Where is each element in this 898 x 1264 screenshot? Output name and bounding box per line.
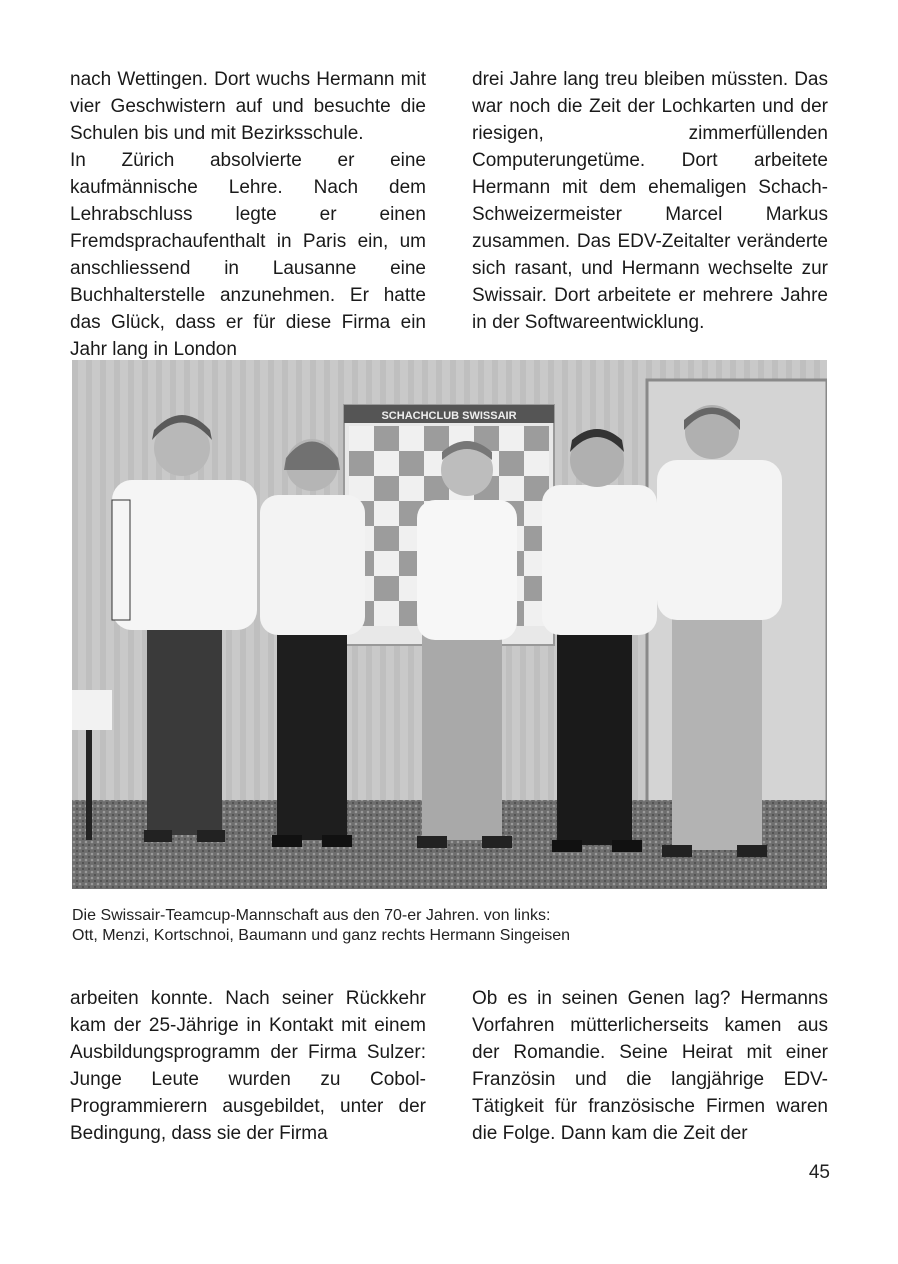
chessboard-square bbox=[374, 576, 399, 601]
caption-line: Die Swissair-Teamcup-Mannschaft aus den 70-er Jahren. von links: bbox=[72, 907, 551, 924]
chessboard-square bbox=[349, 451, 374, 476]
chessboard-square bbox=[424, 426, 449, 451]
chessboard-square bbox=[524, 451, 549, 476]
text-column-top-left bbox=[70, 66, 426, 363]
team-photo bbox=[72, 360, 827, 889]
chessboard-square bbox=[374, 601, 399, 626]
chessboard-square bbox=[374, 551, 399, 576]
chessboard-banner: SCHACHCLUB SWISSAIR bbox=[381, 410, 517, 422]
photo-caption bbox=[72, 906, 832, 946]
chessboard-square bbox=[374, 426, 399, 451]
chessboard-square bbox=[524, 426, 549, 451]
text-column-top-right bbox=[472, 66, 828, 336]
chessboard-square bbox=[374, 451, 399, 476]
chessboard-square bbox=[349, 426, 374, 451]
chessboard-square bbox=[499, 451, 524, 476]
paragraph: Ob es in seinen Genen lag? Hermanns Vorfahren mütterlicherseits kamen aus der Romandie. Seine Heirat mit einer Französin und die langjährige EDV-Tätigkeit für französische Firmen waren die Folge. Dann kam die Zeit der bbox=[472, 988, 828, 1144]
chessboard-square bbox=[499, 476, 524, 501]
caption-line: Ott, Menzi, Kortschnoi, Baumann und ganz rechts Hermann Singeisen bbox=[72, 927, 571, 944]
page-number: 45 bbox=[808, 1162, 830, 1183]
text-column-bottom-right bbox=[472, 985, 828, 1147]
chessboard-square bbox=[374, 526, 399, 551]
chessboard-square bbox=[399, 426, 424, 451]
chessboard-square bbox=[399, 476, 424, 501]
chessboard-square bbox=[399, 451, 424, 476]
chessboard-square bbox=[374, 501, 399, 526]
paragraph: arbeiten konnte. Nach seiner Rückkehr kam der 25-Jährige in Kontakt mit einem Ausbildungsprogramm der Firma Sulzer: Junge Leute wurden zu Cobol-Programmierern ausgebildet, unter der Bedingung, dass sie der Firma bbox=[70, 988, 426, 1144]
paragraph: nach Wettingen. Dort wuchs Hermann mit vier Geschwistern auf und besuchte die Schulen bis und mit Bezirksschule. bbox=[70, 69, 426, 144]
chessboard-square bbox=[499, 426, 524, 451]
paragraph: In Zürich absolvierte er eine kaufmännische Lehre. Nach dem Lehrabschluss legte er einen Fremdsprachaufenthalt in Paris ein, um anschliessend in Lausanne eine Buchhalterstelle anzunehmen. Er hatte das Glück, dass er für diese Firma ein Jahr lang in London bbox=[70, 150, 426, 360]
person-kortschnoi bbox=[417, 441, 517, 848]
text-column-bottom-left bbox=[70, 985, 426, 1147]
chessboard-square bbox=[374, 476, 399, 501]
paragraph: drei Jahre lang treu bleiben müssten. Das war noch die Zeit der Lochkarten und der riesigen, zimmerfüllenden Computerungetüme. Dort arbeitete Hermann mit dem ehemaligen Schach-Schweizermeister Marcel Markus zusammen. Das EDV-Zeitalter veränderte sich rasant, und Hermann wechselte zur Swissair. Dort arbeitete er mehrere Jahre in der Softwareentwicklung. bbox=[472, 69, 828, 333]
